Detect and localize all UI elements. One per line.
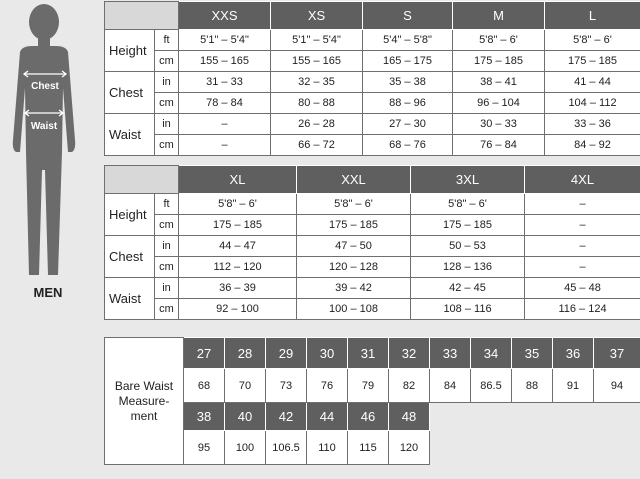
table-row [105,114,640,135]
waist-size-header: 46 [348,403,389,431]
waist-size-header: 37 [594,338,640,369]
value-cell: 128 – 136 [411,257,525,278]
waist-size-header: 28 [225,338,266,369]
value-cell: 76 – 84 [453,135,545,156]
value-cell: 44 – 47 [179,236,297,257]
value-cell: – [525,236,640,257]
size-header-row [105,166,640,194]
value-cell: 45 – 48 [525,278,640,299]
row-label-chest: Chest [105,236,155,278]
waist-size-header: 34 [471,338,512,369]
table-row [105,215,640,236]
row-label-waist: Waist [105,278,155,320]
value-cell: 27 – 30 [363,114,453,135]
size-header: XS [271,2,363,30]
unit-cell: cm [155,93,179,114]
waist-size-header: 27 [184,338,225,369]
chest-label: Chest [31,81,59,92]
value-cell: 66 – 72 [271,135,363,156]
waist-value-row [105,431,640,465]
value-cell: 33 – 36 [545,114,640,135]
value-cell: 36 – 39 [179,278,297,299]
waist-value-cell: 84 [430,369,471,403]
size-header: XL [179,166,297,194]
waist-size-header: 36 [553,338,594,369]
value-cell: 39 – 42 [297,278,411,299]
value-cell: 5'8" – 6' [179,194,297,215]
waist-value-cell: 115 [348,431,389,465]
table-row [105,236,640,257]
table-row [105,299,640,320]
waist-size-header: 48 [389,403,430,431]
waist-size-header: 31 [348,338,389,369]
table-row [105,194,640,215]
value-cell: 100 – 108 [297,299,411,320]
waist-value-cell: 88 [512,369,553,403]
value-cell: – [525,257,640,278]
unit-cell: ft [155,194,179,215]
value-cell: 30 – 33 [453,114,545,135]
row-label-height: Height [105,194,155,236]
value-cell: – [525,215,640,236]
value-cell: 68 – 76 [363,135,453,156]
size-header-row [105,2,640,30]
unit-cell: cm [155,257,179,278]
bare-waist-table [104,337,640,465]
value-cell: 92 – 100 [179,299,297,320]
value-cell: 155 – 165 [271,51,363,72]
waist-label: Waist [30,121,58,132]
waist-value-row [105,369,640,403]
waist-value-cell: 70 [225,369,266,403]
value-cell: 5'1" – 5'4" [179,30,271,51]
unit-cell: cm [155,51,179,72]
value-cell: 42 – 45 [411,278,525,299]
table-row [105,135,640,156]
waist-size-header: 44 [307,403,348,431]
men-label: MEN [33,285,63,300]
value-cell: 175 – 185 [545,51,640,72]
size-header: XXS [179,2,271,30]
waist-value-cell: 76 [307,369,348,403]
size-header: XXL [297,166,411,194]
table-corner [105,166,179,194]
empty-area [430,431,640,465]
value-cell: – [179,135,271,156]
waist-size-header: 30 [307,338,348,369]
table-row [105,51,640,72]
row-label-chest: Chest [105,72,155,114]
waist-value-cell: 106.5 [266,431,307,465]
value-cell: 116 – 124 [525,299,640,320]
value-cell: 112 – 120 [179,257,297,278]
value-cell: 120 – 128 [297,257,411,278]
value-cell: 32 – 35 [271,72,363,93]
value-cell: 88 – 96 [363,93,453,114]
unit-cell: in [155,278,179,299]
waist-value-cell: 110 [307,431,348,465]
value-cell: 5'8" – 6' [297,194,411,215]
unit-cell: in [155,236,179,257]
value-cell: 165 – 175 [363,51,453,72]
value-cell: 50 – 53 [411,236,525,257]
value-cell: 35 – 38 [363,72,453,93]
waist-size-header: 40 [225,403,266,431]
value-cell: 175 – 185 [297,215,411,236]
size-header: 3XL [411,166,525,194]
value-cell: – [525,194,640,215]
value-cell: – [179,114,271,135]
unit-cell: cm [155,215,179,236]
size-table-xl-4xl [104,165,640,320]
size-table-xxs-l [104,1,640,156]
size-header: S [363,2,453,30]
unit-cell: in [155,72,179,93]
waist-value-cell: 79 [348,369,389,403]
waist-value-cell: 95 [184,431,225,465]
unit-cell: cm [155,135,179,156]
waist-size-header: 38 [184,403,225,431]
waist-size-row [105,403,640,431]
waist-value-cell: 120 [389,431,430,465]
table-row [105,72,640,93]
waist-size-header: 35 [512,338,553,369]
value-cell: 155 – 165 [179,51,271,72]
value-cell: 175 – 185 [179,215,297,236]
value-cell: 96 – 104 [453,93,545,114]
unit-cell: cm [155,299,179,320]
unit-cell: in [155,114,179,135]
value-cell: 5'8" – 6' [453,30,545,51]
value-cell: 41 – 44 [545,72,640,93]
value-cell: 84 – 92 [545,135,640,156]
waist-size-header: 32 [389,338,430,369]
size-header: 4XL [525,166,640,194]
value-cell: 5'8" – 6' [545,30,640,51]
waist-size-row [105,338,640,369]
waist-value-cell: 86.5 [471,369,512,403]
value-cell: 108 – 116 [411,299,525,320]
value-cell: 31 – 33 [179,72,271,93]
value-cell: 5'4" – 5'8" [363,30,453,51]
value-cell: 38 – 41 [453,72,545,93]
bare-waist-label: Bare Waist Measure- ment [105,338,184,465]
value-cell: 175 – 185 [411,215,525,236]
value-cell: 104 – 112 [545,93,640,114]
unit-cell: ft [155,30,179,51]
waist-value-cell: 91 [553,369,594,403]
table-row [105,257,640,278]
value-cell: 26 – 28 [271,114,363,135]
value-cell: 5'1" – 5'4" [271,30,363,51]
waist-size-header: 33 [430,338,471,369]
size-header: M [453,2,545,30]
waist-value-cell: 73 [266,369,307,403]
empty-area [430,403,640,431]
table-row [105,278,640,299]
value-cell: 47 – 50 [297,236,411,257]
value-cell: 78 – 84 [179,93,271,114]
waist-value-cell: 94 [594,369,640,403]
table-corner [105,2,179,30]
value-cell: 5'8" – 6' [411,194,525,215]
row-label-waist: Waist [105,114,155,156]
waist-value-cell: 82 [389,369,430,403]
table-row [105,93,640,114]
value-cell: 175 – 185 [453,51,545,72]
men-body-figure [0,0,96,300]
waist-size-header: 42 [266,403,307,431]
waist-size-header: 29 [266,338,307,369]
waist-value-cell: 68 [184,369,225,403]
size-header: L [545,2,640,30]
waist-value-cell: 100 [225,431,266,465]
table-row [105,30,640,51]
row-label-height: Height [105,30,155,72]
value-cell: 80 – 88 [271,93,363,114]
